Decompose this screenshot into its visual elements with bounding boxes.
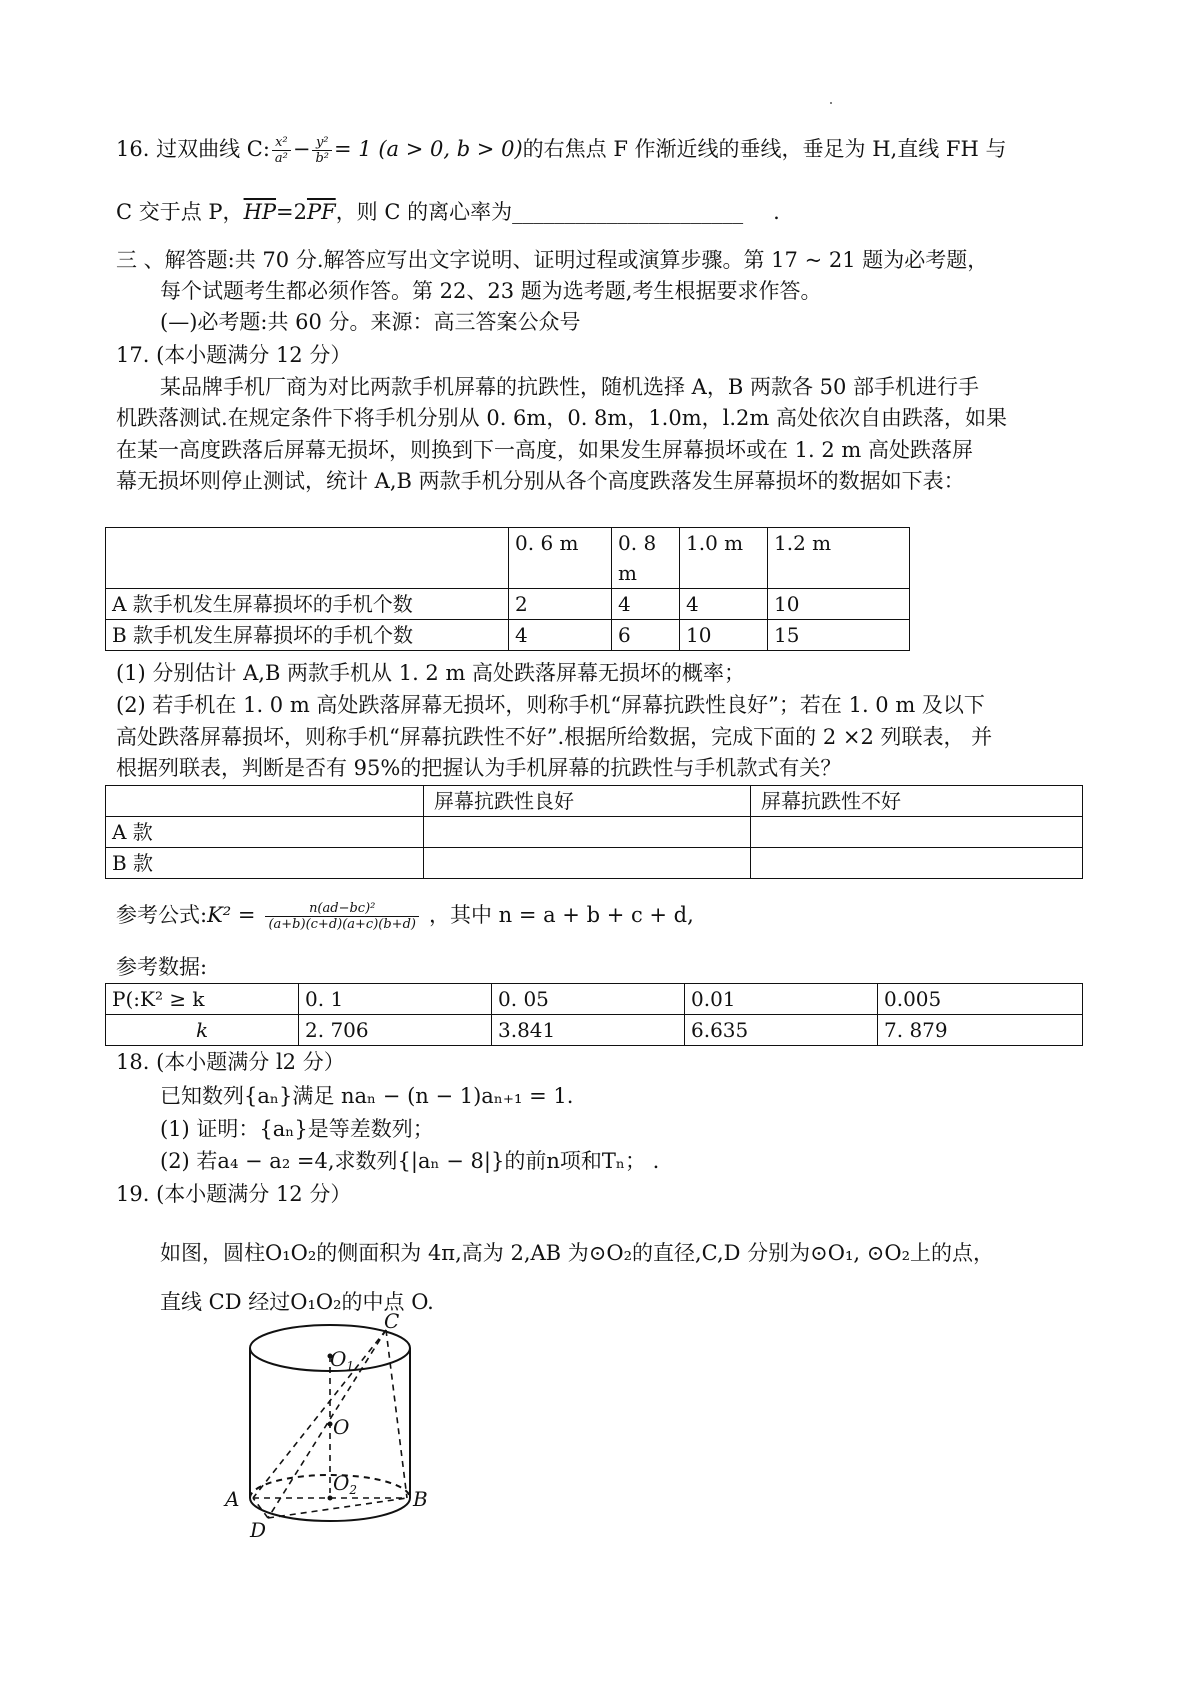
q17-para-line3: 在某一高度跌落后屏幕无损坏，则换到下一高度，如果发生屏幕损坏或在 1. 2 m 高处跌落屏 (116, 438, 974, 462)
table-cell: 0.005 (878, 984, 1083, 1015)
q17-subquestion-2-line1: (2) 若手机在 1. 0 m 高处跌落屏幕无损坏，则称手机“屏幕抗跌性良好”；若在 1. 0 m 及以下 (116, 693, 985, 717)
table-cell: 2 (509, 589, 612, 620)
table-cell: 4 (680, 589, 768, 620)
table-cell: 2. 706 (299, 1015, 492, 1046)
q16-period: . (773, 200, 780, 224)
label-b: B (413, 1487, 428, 1511)
formula-numerator: n(ad−bc)² (265, 901, 419, 917)
q17-subquestion-2-line3: 根据列联表，判断是否有 95%的把握认为手机屏幕的抗跌性与手机款式有关？ (116, 756, 842, 780)
point-o2 (328, 1496, 333, 1501)
q17-para-line1: 某品牌手机厂商为对比两款手机屏幕的抗跌性，随机选择 A，B 两款各 50 部手机进行手 (160, 375, 980, 399)
q18-subquestion-1: (1) 证明：{aₙ}是等差数列； (160, 1117, 434, 1141)
q16-equation: = 1 (a > 0, b > 0) (334, 137, 523, 161)
q16-eq2: =2 (276, 200, 307, 224)
table-header-cell: 1.2 m (768, 528, 910, 589)
table-cell: 10 (680, 620, 768, 651)
fraction-x2-a2: $\frac{\text{x²}}{\text{a²}}$ (272, 135, 291, 166)
formula-label: 参考公式: (116, 903, 208, 927)
table-cell: 0. 1 (299, 984, 492, 1015)
line-da (253, 1498, 268, 1518)
q16-line1: 16. 过双曲线 C: $\frac{\text{x²}}{\text{a²}}$ − $\frac{\text{y²}}{\text{b²}}$ = 1 (a > 0, b > 0)的右焦点 F 作渐近线的垂线，垂足为 H,直线 FH 与 (116, 135, 1007, 166)
table-header-cell: 屏幕抗跌性良好 (424, 786, 751, 817)
q19-statement-line1: 如图，圆柱O₁O₂的侧面积为 4π,高为 2,AB 为⊙O₂的直径,C,D 分别为⊙O₁, ⊙O₂上的点， (160, 1241, 994, 1265)
q18-statement: 已知数列{aₙ}满足 naₙ − (n − 1)aₙ₊₁ = 1. (160, 1084, 574, 1108)
table-cell: 4 (612, 589, 680, 620)
section3-intro-line2: 每个试题考生都必须作答。第 22、23 题为选考题,考生根据要求作答。 (160, 279, 822, 303)
formula-denominator: (a+b)(c+d)(a+c)(b+d) (268, 917, 416, 932)
q16-line2-text: C 交于点 P， (116, 200, 244, 224)
q17-header: 17. (本小题满分 12 分） (116, 343, 352, 367)
label-o2: $O_2$ (333, 1471, 358, 1497)
q16-line2-tail: ，则 C 的离心率为 (335, 200, 513, 224)
q19-header: 19. (本小题满分 12 分） (116, 1182, 352, 1206)
q17-para-line4: 幕无损坏则停止测试，统计 A,B 两款手机分别从各个高度跌落发生屏幕损坏的数据如下表： (116, 469, 965, 493)
fraction-y2-b2: $\frac{\text{y²}}{\text{b²}}$ (312, 135, 332, 166)
formula-lhs: K² = (207, 903, 256, 927)
table-row-label: A 款手机发生屏幕损坏的手机个数 (106, 589, 509, 620)
table-header-cell: 屏幕抗跌性不好 (751, 786, 1083, 817)
line-ca (253, 1330, 386, 1498)
table-cell: 6 (612, 620, 680, 651)
table-header-cell: 1.0 m (680, 528, 768, 589)
table-cell: 7. 879 (878, 1015, 1083, 1046)
line-cd (268, 1330, 386, 1518)
label-o1: $O_1$ (330, 1347, 355, 1373)
q16-text-continued: 的右焦点 F 作渐近线的垂线，垂足为 H,直线 FH 与 (522, 137, 1007, 161)
q18-subquestion-2: (2) 若a₄ − a₂ =4,求数列{|aₙ − 8|}的前n项和Tₙ； . (160, 1149, 660, 1173)
table-row-label: A 款 (106, 817, 424, 848)
table-row-label: k (106, 1015, 299, 1046)
label-d: D (250, 1518, 267, 1542)
label-o: O (333, 1415, 350, 1439)
section3-intro-line1: 三 、解答题:共 70 分.解答应写出文字说明、证明过程或演算步骤。第 17 ~ 21 题为必考题， (116, 248, 989, 272)
table-cell: 0.01 (685, 984, 878, 1015)
table-header-cell: 0. 6 m (509, 528, 612, 589)
answer-blank: ______________________ (512, 200, 744, 224)
table-row-label: B 款手机发生屏幕损坏的手机个数 (106, 620, 509, 651)
reference-data-label: 参考数据: (116, 955, 208, 979)
label-a: A (225, 1487, 240, 1511)
table-row-label: B 款 (106, 848, 424, 879)
table-cell: 3.841 (492, 1015, 685, 1046)
q16-text: 16. 过双曲线 C: (116, 137, 270, 161)
table-cell: 15 (768, 620, 910, 651)
table-cell: 6.635 (685, 1015, 878, 1046)
table-header-cell: 0. 8 m (612, 528, 680, 589)
point-o (328, 1422, 333, 1427)
table-cell: 0. 05 (492, 984, 685, 1015)
line-cb (386, 1330, 407, 1498)
q19-statement-line2: 直线 CD 经过O₁O₂的中点 O. (160, 1290, 434, 1314)
vector-pf: $\overline{PF}$ (306, 200, 336, 224)
table-row-label: P(:K² ≥ k (106, 984, 299, 1015)
q18-header: 18. (本小题满分 l2 分） (116, 1050, 345, 1074)
table-cell: 10 (768, 589, 910, 620)
section3-required-label: (—)必考题:共 60 分。来源：高三答案公众号 (160, 310, 581, 334)
q17-para-line2: 机跌落测试.在规定条件下将手机分别从 0. 6m，0. 8m，1.0m，l.2m 高处依次自由跌落，如果 (116, 406, 1007, 430)
formula-tail: ，其中 n = a + b + c + d, (428, 903, 694, 927)
vector-hp: $\overline{HP}$ (243, 200, 277, 224)
table-cell: 4 (509, 620, 612, 651)
label-c: C (384, 1309, 400, 1333)
q17-subquestion-2-line2: 高处跌落屏幕损坏，则称手机“屏幕抗跌性不好”.根据所给数据，完成下面的 2 ×2 列联表， 并 (116, 725, 993, 749)
q17-subquestion-1: (1) 分别估计 A,B 两款手机从 1. 2 m 高处跌落屏幕无损坏的概率； (116, 661, 746, 685)
